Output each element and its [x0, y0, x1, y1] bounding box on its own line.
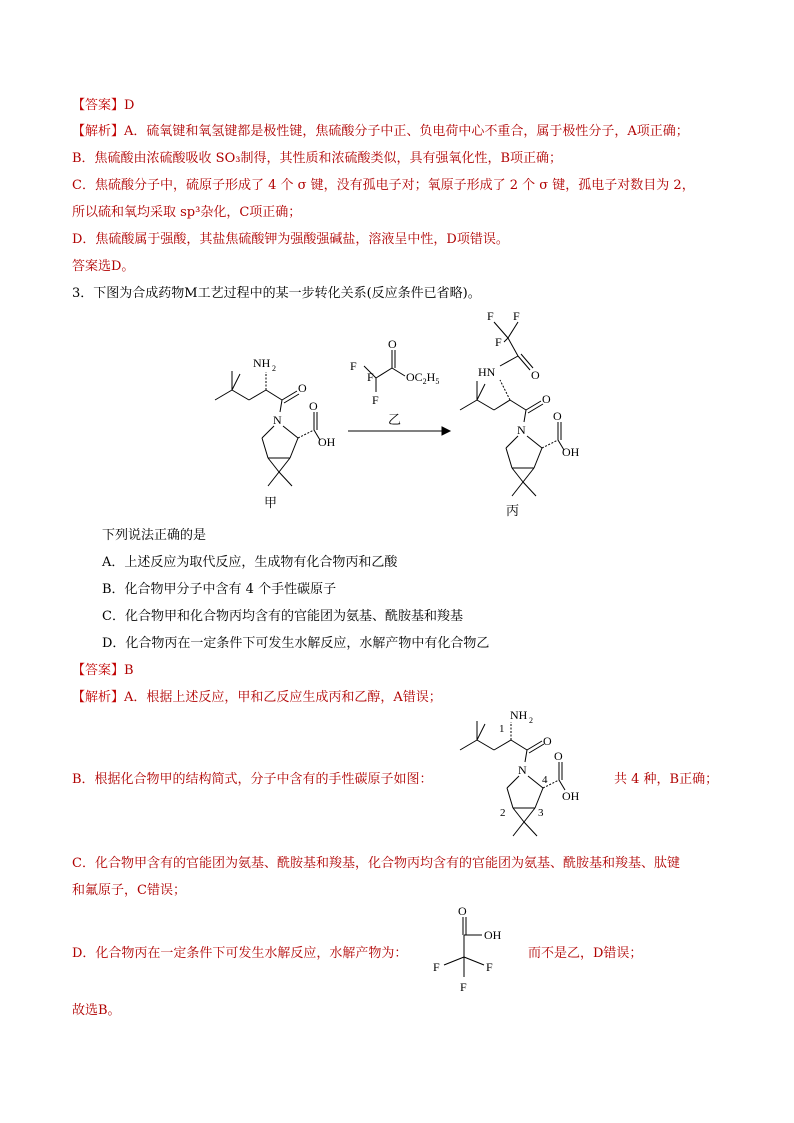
nh2-label: NH — [253, 356, 271, 370]
carbonyl-o-label: O — [298, 381, 307, 395]
acid-o-label: O — [309, 399, 318, 413]
q3-analysis-d-post: 而不是乙，D错误； — [528, 946, 643, 961]
analysis-text: A．硫氧键和氧氢键都是极性键，焦硫酸分子中正、负电荷中心不重合，属于极性分子，A项正确； — [124, 124, 689, 139]
reagent-label: 乙 — [388, 412, 402, 427]
chiral-number-3: 3 — [538, 807, 544, 819]
carbonyl-o-label-3: O — [543, 734, 552, 748]
tfa-o-label: O — [458, 904, 467, 918]
q3-stem: 3．下图为合成药物M工艺过程中的某一步转化关系(反应条件已省略)。 — [72, 286, 481, 301]
oh-label: OH — [318, 435, 336, 449]
tfa-f-label-3: F — [460, 980, 467, 994]
q2-analysis-c2: 所以硫和氧均采取 sp³杂化，C项正确； — [72, 205, 302, 220]
answer-value: D — [124, 98, 135, 113]
analysis-text: A．根据上述反应，甲和乙反应生成丙和乙醇，A错误； — [124, 690, 442, 705]
f-label-6: F — [495, 335, 502, 349]
compound-jia-structure — [215, 356, 336, 510]
q3-answer — [72, 663, 134, 679]
hn-label: HN — [478, 365, 496, 379]
q3-conclusion: 故选B。 — [72, 1003, 121, 1018]
f-label-3: F — [372, 393, 379, 407]
answer-label: 【答案】 — [72, 663, 125, 678]
carbonyl-o-label-2: O — [542, 392, 551, 406]
f-label-2: F — [367, 370, 374, 384]
q2-answer — [72, 98, 134, 114]
nh2-subscript: 2 — [272, 364, 276, 373]
reaction-scheme — [0, 300, 794, 525]
nh2-label-3: NH — [510, 708, 528, 722]
q3-analysis-a — [72, 690, 442, 706]
acid-o-label-2: O — [553, 409, 562, 423]
q3-option-a: A．上述反应为取代反应，生成物有化合物丙和乙酸 — [102, 555, 398, 570]
product-label: 丙 — [506, 503, 520, 518]
compound-yi-structure — [350, 337, 439, 427]
analysis-label: 【解析】 — [72, 124, 125, 139]
trifluoroacetic-acid-figure — [430, 905, 530, 995]
f-label-4: F — [487, 309, 494, 323]
q3-option-d: D．化合物丙在一定条件下可发生水解反应，水解产物中有化合物乙 — [102, 636, 490, 651]
chiral-number-4: 4 — [542, 774, 548, 786]
ring-n-label: N — [273, 413, 282, 427]
tfa-f-label-1: F — [433, 960, 440, 974]
tfa-f-label-2: F — [486, 960, 493, 974]
oc2h5-label: $OC_2H_5$ — [406, 370, 440, 386]
q3-analysis-c1: C．化合物甲含有的官能团为氨基、酰胺基和羧基，化合物丙均含有的官能团为氨基、酰胺基和羧基、肽键 — [72, 856, 680, 871]
q3-analysis-b-post: 共 4 种，B正确； — [614, 772, 719, 787]
answer-label: 【答案】 — [72, 98, 125, 113]
nh2-subscript-3: 2 — [529, 716, 533, 725]
q3-analysis-c2: 和氟原子，C错误； — [72, 883, 186, 898]
chiral-carbon-figure — [450, 705, 610, 850]
q3-question: 下列说法正确的是 — [102, 528, 207, 543]
ring-n-label-3: N — [518, 763, 527, 777]
ester-o-label: O — [388, 337, 397, 351]
tfa-oh-label: OH — [484, 928, 502, 942]
q2-analysis-a — [72, 124, 689, 140]
q2-analysis-c1: C．焦硫酸分子中，硫原子形成了 4 个 σ 键，没有孤电子对；氧原子形成了 2 个 σ 键，孤电子对数目为 2， — [72, 178, 695, 193]
answer-value: B — [124, 663, 134, 678]
reactant-label: 甲 — [264, 495, 278, 510]
reaction-arrow — [348, 427, 450, 435]
q3-analysis-d-pre: D．化合物丙在一定条件下可发生水解反应，水解产物为： — [72, 946, 408, 961]
analysis-label: 【解析】 — [72, 690, 125, 705]
chiral-number-1: 1 — [499, 723, 505, 735]
f-label-5: F — [513, 309, 520, 323]
oh-label-2: OH — [562, 445, 580, 459]
acid-o-label-3: O — [554, 749, 563, 763]
ring-n-label-2: N — [517, 423, 526, 437]
chiral-number-2: 2 — [500, 807, 506, 819]
q3-option-c: C．化合物甲和化合物丙均含有的官能团为氨基、酰胺基和羧基 — [102, 609, 463, 624]
q3-analysis-b-pre: B．根据化合物甲的结构简式，分子中含有的手性碳原子如图： — [72, 772, 433, 787]
q2-analysis-d: D．焦硫酸属于强酸，其盐焦硫酸钾为强酸强碱盐，溶液呈中性，D项错误。 — [72, 232, 509, 247]
compound-bing-structure — [460, 309, 580, 518]
q2-conclusion: 答案选D。 — [72, 259, 135, 274]
q3-option-b: B．化合物甲分子中含有 4 个手性碳原子 — [102, 582, 337, 597]
amide-o-label: O — [531, 368, 540, 382]
f-label-1: F — [350, 359, 357, 373]
oh-label-3: OH — [562, 789, 580, 803]
q2-analysis-b: B．焦硫酸由浓硫酸吸收 SO₃制得，其性质和浓硫酸类似，具有强氧化性，B项正确； — [72, 151, 563, 166]
